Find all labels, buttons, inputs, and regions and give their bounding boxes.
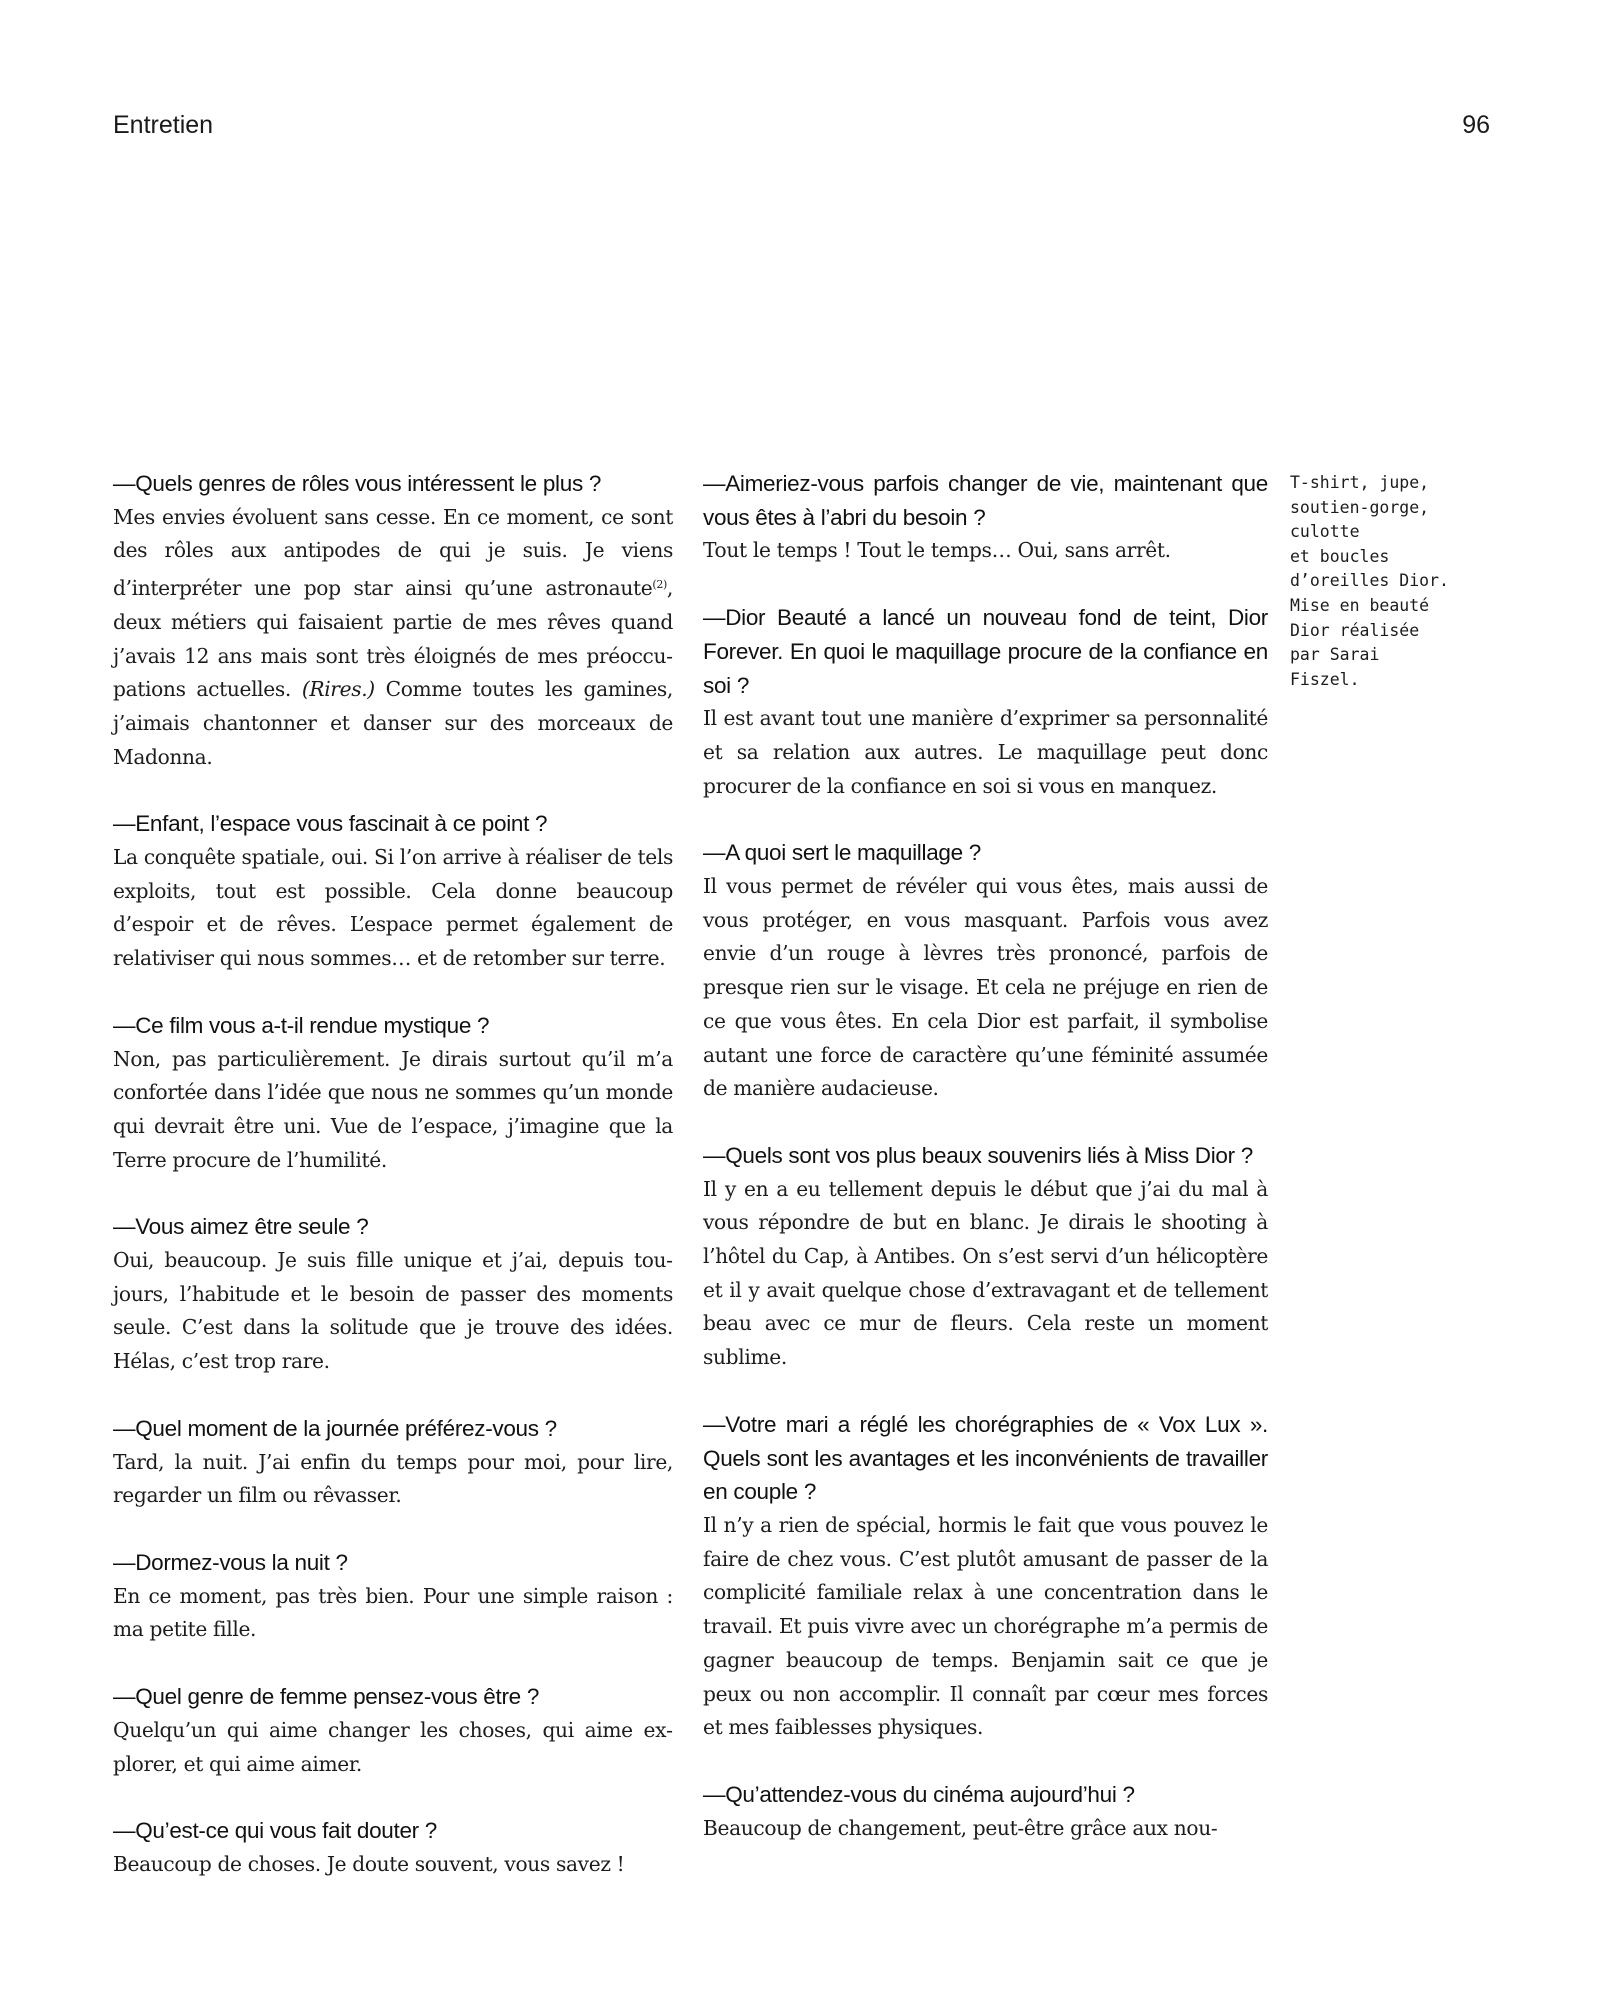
page-number: 96 (1462, 111, 1490, 139)
answer (113, 501, 673, 775)
qa-block (703, 1408, 1268, 1745)
question: —Enfant, l’espace vous fascinait à ce point ? (113, 811, 548, 837)
answer-text: Mes envies évoluent sans cesse. En ce moment, ce sont des rôles aux antipodes de qui je suis. Je viens d’interpréter une pop star ainsi qu’une astronaute (113, 504, 673, 601)
answer: Oui, beaucoup. Je suis fille unique et j’ai, depuis toujours, l’habitude et le besoin de passer des moments seule. C’est dans la solitude que je trouve des idées. Hélas, c’est trop rare. (113, 1248, 673, 1374)
answer: Tard, la nuit. J’ai enfin du temps pour moi, pour lire, regarder un film ou rêvasser. (113, 1449, 673, 1508)
question: —Quel moment de la journée préférez-vous ? (113, 1415, 557, 1441)
answer-text: , deux métiers qui faisaient partie de mes rêves quand j’avais 12 ans mais sont très éloignés de mes préoccupations actuelles. (113, 576, 673, 702)
qa-block (703, 601, 1268, 803)
answer: Tout le temps ! Tout le temps… Oui, sans arrêt. (703, 538, 1171, 563)
question: —Quel genre de femme pensez-vous être ? (113, 1684, 540, 1710)
qa-block (113, 1210, 673, 1379)
left-column (113, 467, 673, 1915)
answer: Il est avant tout une manière d’exprimer sa personnalité et sa relation aux autres. Le maquillage peut donc procurer de la confiance en soi si vous en manquez. (703, 706, 1268, 798)
qa-block (113, 1412, 673, 1513)
qa-block (113, 1814, 673, 1881)
qa-block (113, 807, 673, 976)
question: —Dormez-vous la nuit ? (113, 1549, 348, 1575)
question: —Dior Beauté a lancé un nouveau fond de teint, Dior Forever. En quoi le maquillage procure de la confiance en soi ? (703, 605, 1268, 698)
answer: En ce moment, pas très bien. Pour une simple raison : ma petite fille. (113, 1583, 673, 1642)
photo-credit-caption: T-shirt, jupe, soutien-gorge, culotte et boucles d’oreilles Dior. Mise en beauté Dior réalisée par Sarai Fiszel. (1290, 473, 1449, 689)
qa-block (703, 1778, 1268, 1845)
qa-block (113, 467, 673, 774)
right-column (703, 467, 1268, 1878)
answer: Il vous permet de révéler qui vous êtes, mais aussi de vous protéger, en vous masquant. Parfois vous avez envie d’un rouge à lèvres très prononcé, parfois de presque rien sur le visage. Et cela ne préjuge en rien de ce que vous êtes. En cela Dior est parfait, il symbolise autant une force de caractère qu’une féminité assumée de manière audacieuse. (703, 874, 1268, 1101)
question: —Qu’attendez-vous du cinéma aujourd’hui ? (703, 1781, 1135, 1807)
question: —A quoi sert le maquillage ? (703, 840, 982, 866)
section-title: Entretien (113, 111, 214, 139)
answer-text: Comme toutes les gamines, j’aimais chantonner et danser sur des morceaux de Madonna. (113, 677, 673, 769)
answer: Il n’y a rien de spécial, hormis le fait que vous pouvez le faire de chez vous. C’est plutôt amusant de passer de la complicité familiale relax à une concentration dans le travail. Et puis vivre avec un chorégraphe m’a permis de gagner beaucoup de temps. Benjamin sait ce que je peux ou non accomplir. Il connaît par cœur mes forces et mes faiblesses physiques. (703, 1512, 1268, 1740)
qa-block (703, 1139, 1268, 1375)
question: —Vous aimez être seule ? (113, 1214, 369, 1240)
question: —Aimeriez-vous parfois changer de vie, maintenant que vous êtes à l’abri du besoin ? (703, 471, 1268, 530)
question: —Qu’est-ce qui vous fait douter ? (113, 1818, 438, 1844)
qa-block (113, 1680, 673, 1781)
qa-block (703, 836, 1268, 1106)
answer: La conquête spatiale, oui. Si l’on arrive à réaliser de tels exploits, tout est possible. Cela donne beaucoup d’espoir et de rêves. L’espace permet également de relativiser qui nous sommes… et de retomber sur terre. (113, 845, 673, 971)
answer: Il y en a eu tellement depuis le début que j’ai du mal à vous répondre de but en blanc. Je dirais le shooting à l’hôtel du Cap, à Antibes. On s’est servi d’un hélicoptère et il y avait quelque chose d’extravagant et de tellement beau avec ce mur de fleurs. Cela reste un moment sublime. (703, 1176, 1268, 1370)
question: —Quels sont vos plus beaux souvenirs liés à Miss Dior ? (703, 1142, 1253, 1168)
answer-italic: (Rires.) (301, 677, 375, 702)
qa-block (113, 1009, 673, 1178)
answer: Quelqu’un qui aime changer les choses, qui aime explorer, et qui aime aimer. (113, 1717, 673, 1776)
answer: Beaucoup de changement, peut-être grâce aux nou- (703, 1815, 1218, 1840)
question: —Ce film vous a-t-il rendue mystique ? (113, 1012, 490, 1038)
qa-block (703, 467, 1268, 568)
question: —Votre mari a réglé les chorégraphies de « Vox Lux ». Quels sont les avantages et les inconvénients de travailler en couple ? (703, 1411, 1268, 1505)
answer: Non, pas particulièrement. Je dirais surtout qu’il m’a confortée dans l’idée que nous ne sommes qu’un monde qui devrait être uni. Vue de l’espace, j’imagine que la Terre procure de l’humilité. (113, 1046, 673, 1172)
footnote-marker: (2) (652, 578, 667, 592)
answer: Beaucoup de choses. Je doute souvent, vous savez ! (113, 1851, 625, 1876)
question: —Quels genres de rôles vous intéressent le plus ? (113, 471, 602, 496)
qa-block (113, 1546, 673, 1647)
